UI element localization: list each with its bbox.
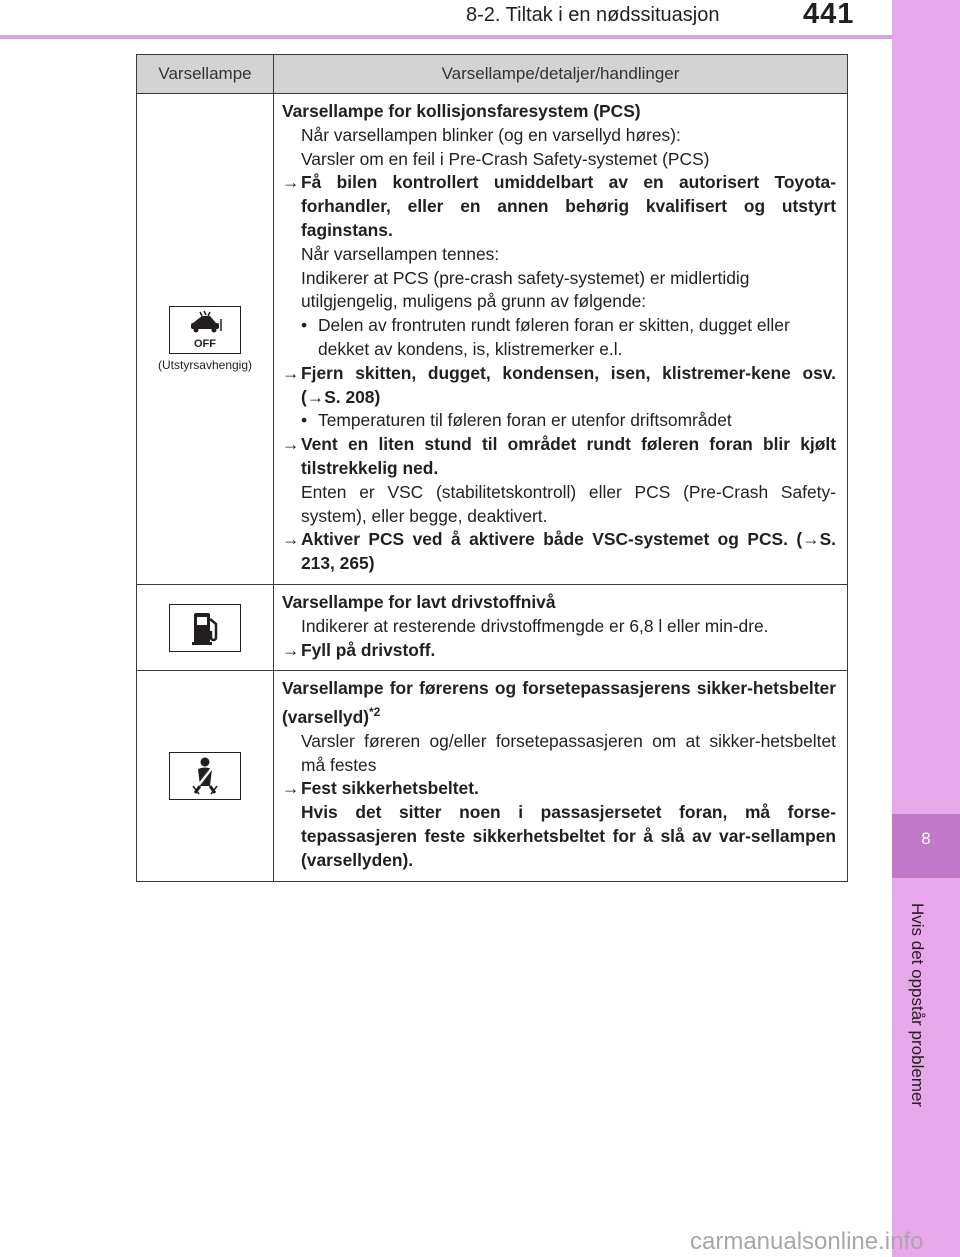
chapter-number: 8: [921, 829, 931, 848]
action-line: → Vent en liten stund til området rundt føleren foran blir kjølt tilstrekkelig ned.: [282, 433, 836, 481]
watermark: carmanualsonline.info: [690, 1228, 924, 1255]
details-cell: [274, 94, 847, 584]
page-reference-link[interactable]: S. 208): [324, 386, 381, 407]
svg-text:OFF: OFF: [194, 337, 216, 350]
bullet-item: • Temperaturen til føleren foran er utenfor driftsområdet: [301, 410, 732, 431]
footnote-marker: *2: [369, 705, 381, 720]
details-cell: [274, 671, 847, 880]
row-title: Varsellampe for kollisjonsfaresystem (PCS): [282, 101, 641, 121]
table-header: [137, 55, 847, 94]
pcs-off-warning-icon: [169, 306, 241, 354]
details-cell: [274, 585, 847, 670]
detail-line: Varsler føreren og/eller forsetepassasjeren om at sikker-hetsbeltet må festes: [301, 730, 836, 775]
bullet-item: • Delen av frontruten rundt føleren foran er skitten, dugget eller dekket av kondens, is, klistremerker e.l.: [301, 315, 790, 359]
table-row: [137, 585, 847, 671]
chapter-title: Hvis det oppstår problemer: [908, 903, 927, 1108]
detail-line: Indikerer at resterende drivstoffmengde er 6,8 l eller min-dre.: [301, 615, 769, 636]
arrow-icon: →: [282, 362, 300, 383]
table-row: [137, 671, 847, 880]
detail-line: Når varsellampen tennes:: [301, 243, 500, 264]
arrow-icon: →: [802, 529, 820, 550]
icon-cell: [137, 94, 274, 584]
detail-line: Når varsellampen blinker (og en varsellyd høres):: [301, 124, 681, 145]
fuel-pump-icon: [169, 604, 241, 652]
detail-line: Varsler om en feil i Pre-Crash Safety-systemet (PCS): [301, 148, 710, 169]
action-line: → Fest sikkerhetsbeltet.: [282, 777, 836, 801]
row-title: Varsellampe for førerens og forsetepassasjerens sikker-hetsbelter (varsellyd)$^{*2}$: [282, 678, 836, 727]
page-reference-link[interactable]: S. 213, 265): [301, 529, 836, 574]
detail-line: Hvis det sitter noen i passasjersetet foran, må forse-tepassasjeren feste sikkerhetsbeltet for å slå av var-sellampen (varsellyden).: [301, 802, 836, 870]
action-line: → Aktiver PCS ved å aktivere både VSC-systemet og PCS. (→S. 213, 265): [282, 528, 836, 576]
warning-light-table: [136, 54, 848, 882]
icon-cell: [137, 585, 274, 670]
seatbelt-warning-icon: [169, 752, 241, 800]
action-line: → Få bilen kontrollert umiddelbart av en autorisert Toyota-forhandler, eller en annen behørig kvalifisert og utstyrt faginstans.: [282, 171, 836, 242]
arrow-icon: →: [282, 639, 300, 660]
row-title: Varsellampe for lavt drivstoffnivå: [282, 591, 556, 612]
detail-line: Enten er VSC (stabilitetskontroll) eller PCS (Pre-Crash Safety-system), eller begge, deaktivert.: [301, 481, 836, 526]
table-row: [137, 94, 847, 585]
icon-cell: [137, 671, 274, 880]
detail-line: Indikerer at PCS (pre-crash safety-systemet) er midlertidig utilgjengelig, muligens på grunn av følgende:: [301, 267, 750, 312]
icon-caption: (Utstyrsavhengig): [157, 357, 253, 372]
section-title: 8-2. Tiltak i en nødssituasjon: [466, 4, 720, 26]
action-line: → Fyll på drivstoff.: [282, 639, 836, 663]
arrow-icon: →: [282, 529, 300, 550]
arrow-icon: →: [306, 386, 325, 407]
action-line: → Fjern skitten, dugget, kondensen, isen, klistremer-kene osv. (→S. 208): [282, 362, 836, 410]
page-number: 441: [803, 0, 855, 30]
column-header-details: Varsellampe/detaljer/handlinger: [441, 64, 680, 83]
arrow-icon: →: [282, 172, 300, 193]
header-rule: [0, 35, 892, 39]
arrow-icon: →: [282, 778, 300, 799]
arrow-icon: →: [282, 434, 300, 455]
column-header-light: Varsellampe: [137, 55, 274, 93]
